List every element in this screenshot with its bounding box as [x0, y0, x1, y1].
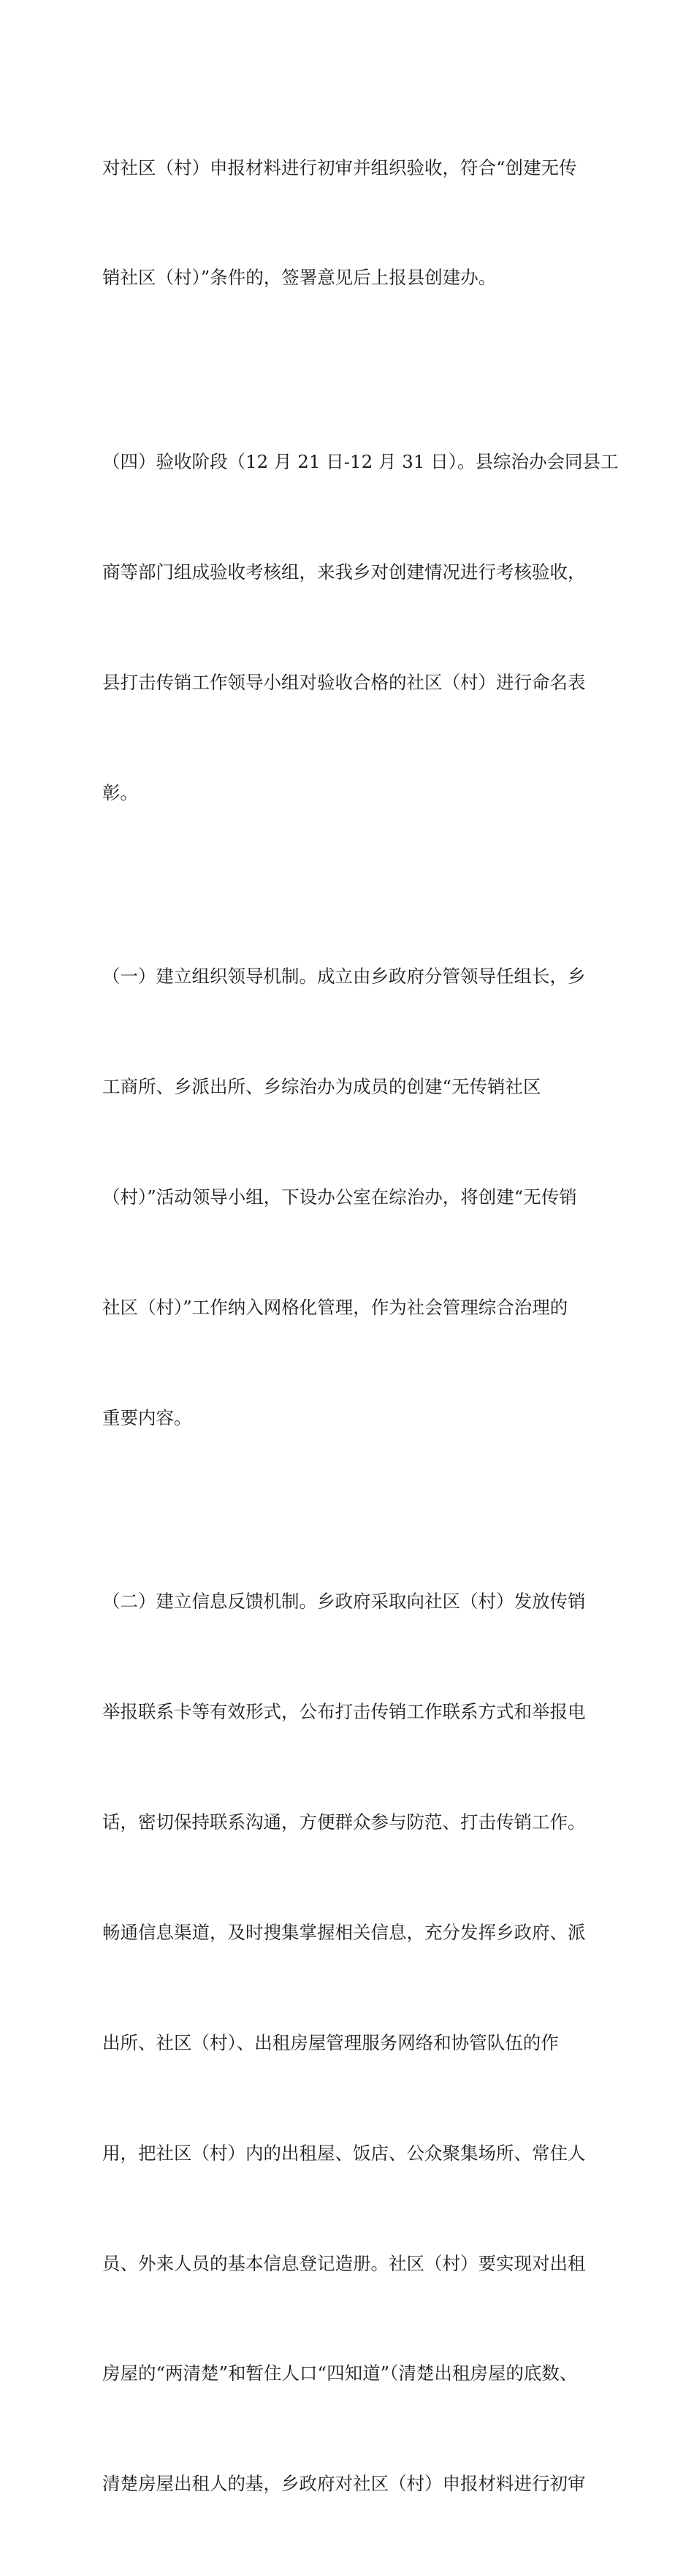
- paragraph-feedback-mechanism: [102, 1510, 595, 2576]
- text-line: 社区（村）”工作纳入网格化管理，作为社会管理综合治理的: [102, 1296, 568, 1318]
- document-body: [102, 76, 619, 2576]
- text-line: 出所、社区（村）、出租房屋管理服务网络和协管队伍的作: [102, 2031, 559, 2053]
- paragraph-leadership-mechanism: [102, 885, 595, 1510]
- text-line: 县打击传销工作领导小组对验收合格的社区（村）进行命名表: [102, 671, 586, 693]
- text-line: （村）”活动领导小组，下设办公室在综治办，将创建“无传销: [102, 1186, 577, 1208]
- text-line: 销社区（村）”条件的，签署意见后上报县创建办。: [102, 267, 497, 289]
- text-line: 员、外来人员的基本信息登记造册。社区（村）要实现对出租: [102, 2252, 586, 2274]
- text-line: 畅通信息渠道，及时搜集掌握相关信息，充分发挥乡政府、派: [102, 1921, 586, 1943]
- paragraph-acceptance-stage: [102, 370, 619, 884]
- text-line: 商等部门组成验收考核组，来我乡对创建情况进行考核验收，: [102, 561, 586, 583]
- text-line: 工商所、乡派出所、乡综治办为成员的创建“无传销社区: [102, 1076, 541, 1098]
- text-line: 话，密切保持联系沟通，方便群众参与防范、打击传销工作。: [102, 1811, 586, 1833]
- text-line: 举报联系卡等有效形式，公布打击传销工作联系方式和举报电: [102, 1701, 586, 1723]
- text-line: 用，把社区（村）内的出租屋、饭店、公众聚集场所、常住人: [102, 2142, 586, 2164]
- text-line: （一）建立组织领导机制。成立由乡政府分管领导任组长，乡: [102, 966, 586, 988]
- text-line: 房屋的“两清楚”和暂住人口“四知道”（清楚出租房屋的底数、: [102, 2363, 578, 2384]
- paragraph-review-conditions: [102, 76, 595, 370]
- text-line: 彰。: [102, 781, 138, 803]
- text-line: 对社区（村）申报材料进行初审并组织验收，符合“创建无传: [102, 156, 577, 178]
- text-line: （二）建立信息反馈机制。乡政府采取向社区（村）发放传销: [102, 1591, 586, 1613]
- text-line: 重要内容。: [102, 1406, 192, 1428]
- text-line: 清楚房屋出租人的基，乡政府对社区（村）申报材料进行初审: [102, 2473, 586, 2495]
- text-line: （四）验收阶段（12 月 21 日-12 月 31 日）。县综治办会同县工: [102, 450, 619, 472]
